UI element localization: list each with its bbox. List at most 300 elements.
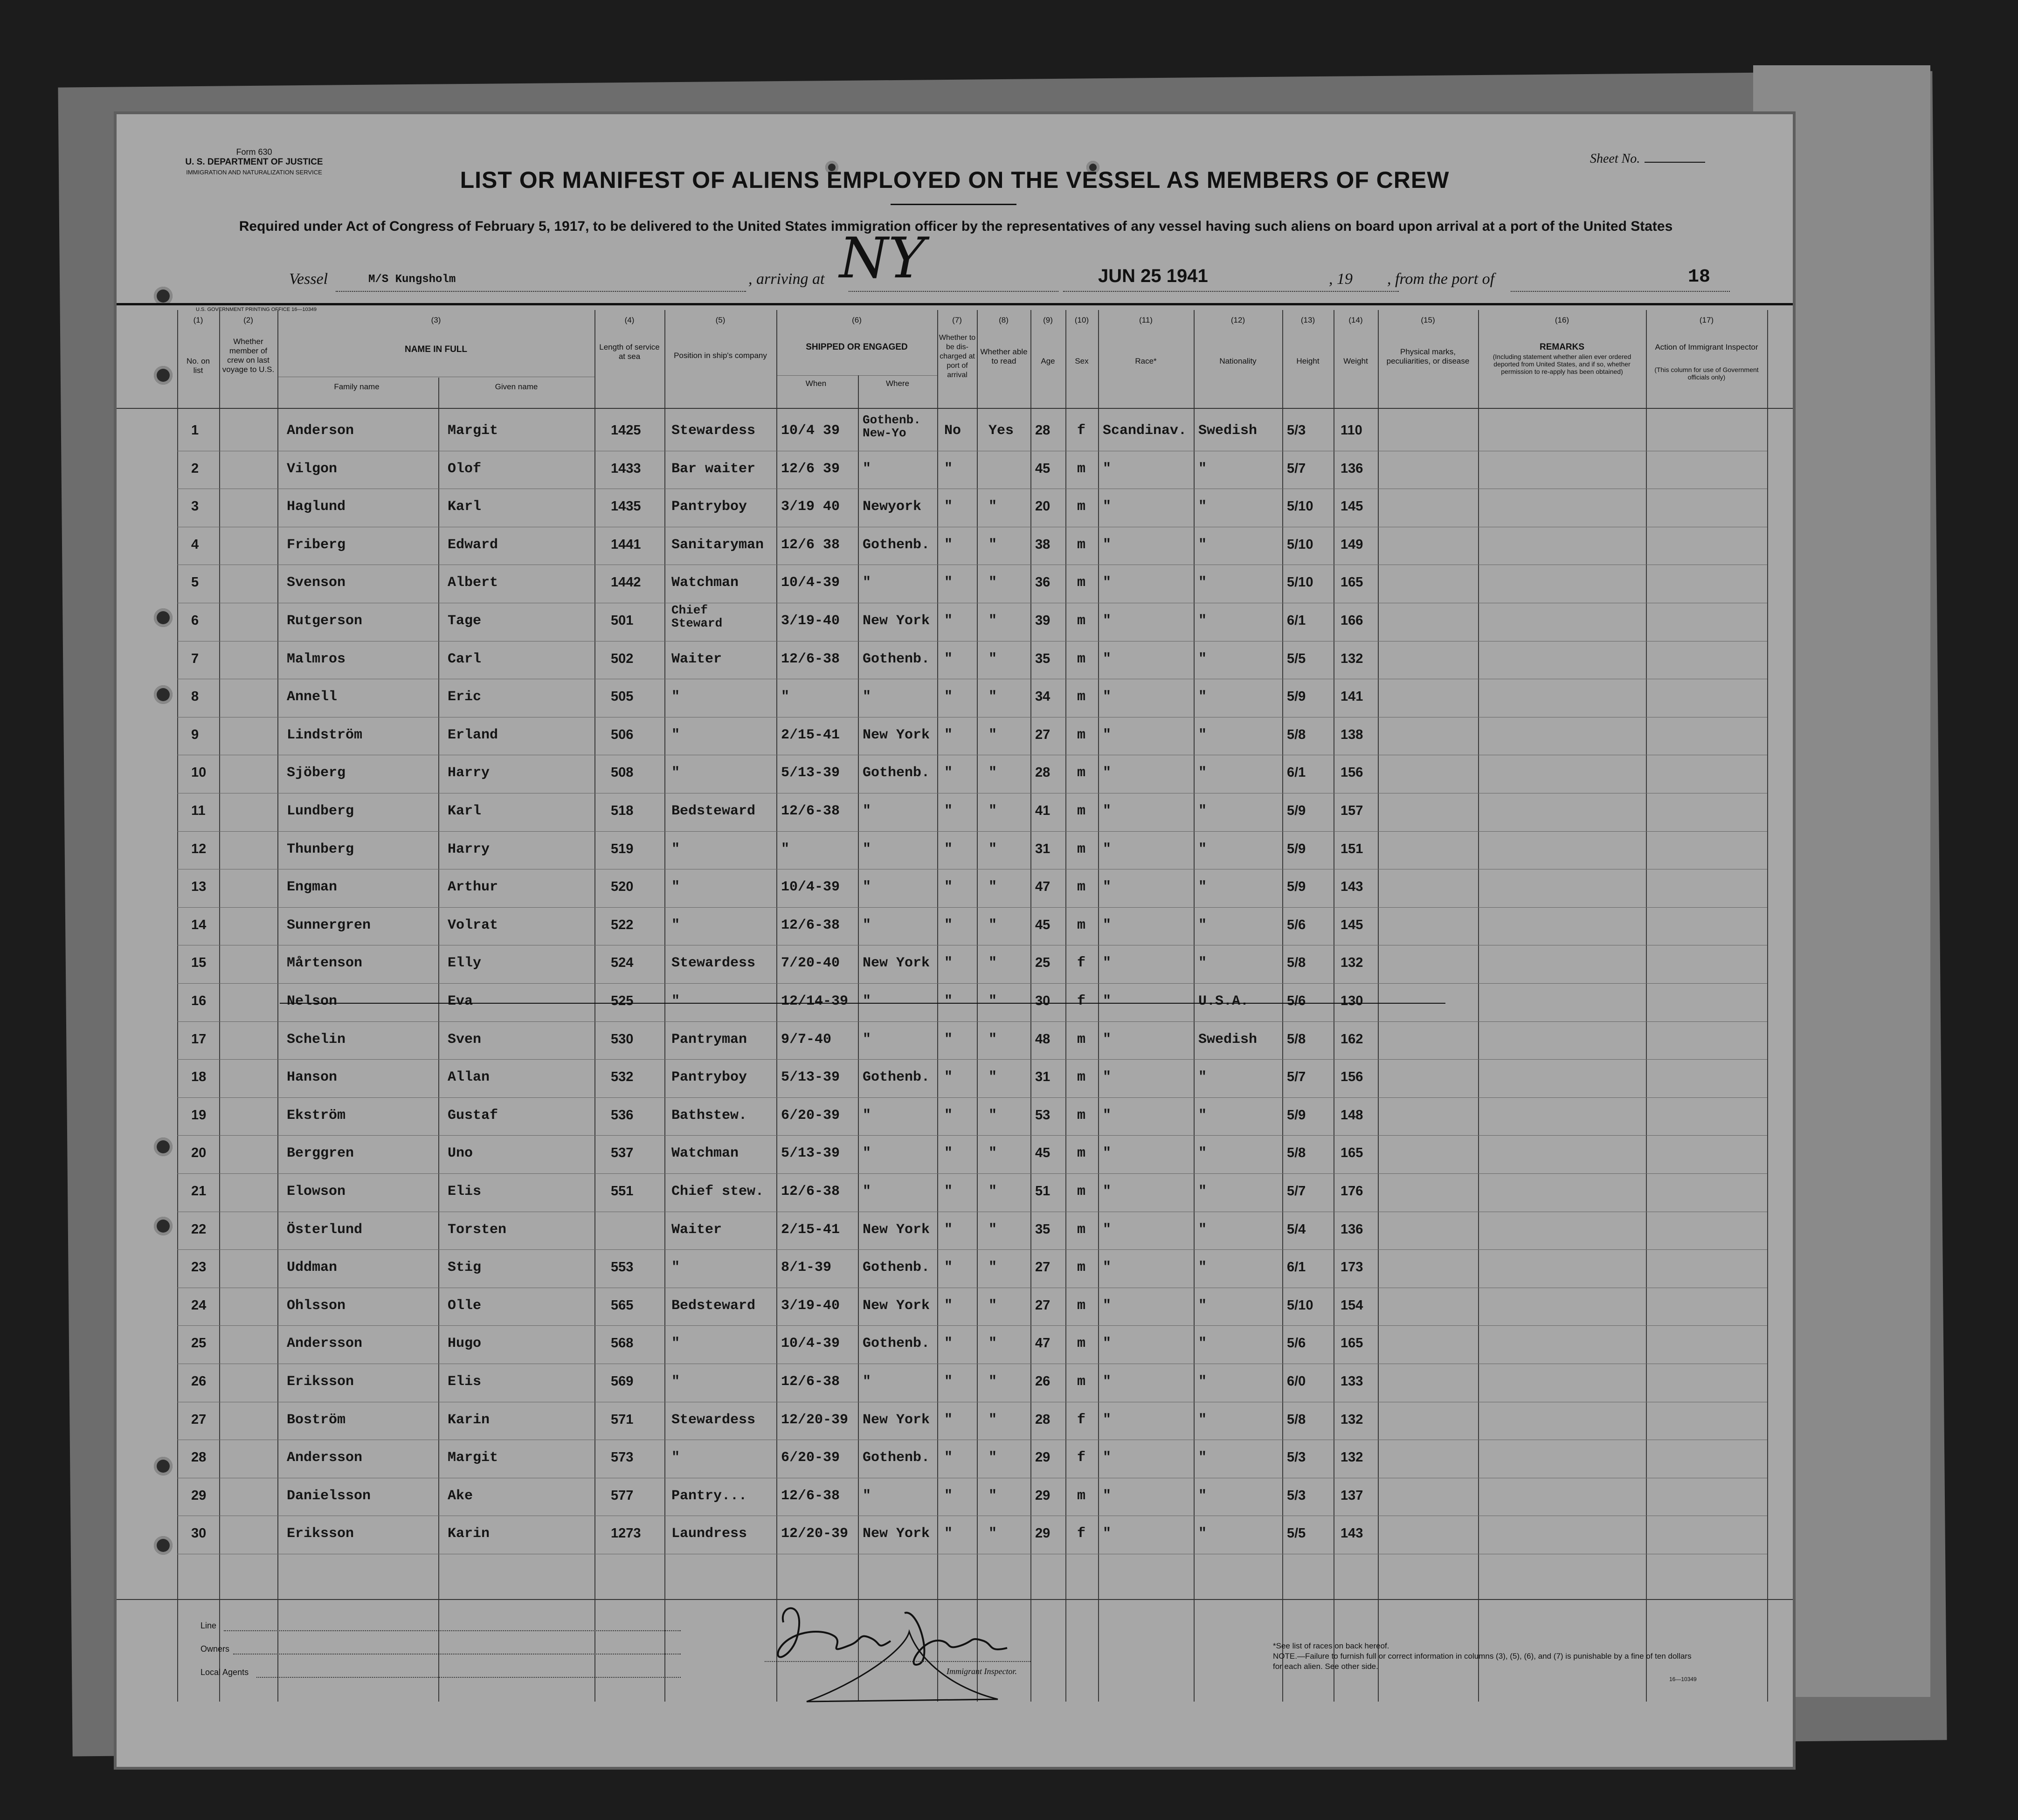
shipped-when: 3/19-40 <box>781 613 840 629</box>
shipped-when: 12/6-38 <box>781 803 840 819</box>
nationality: " <box>1198 955 1207 972</box>
shipped-when: 9/7-40 <box>781 1031 832 1048</box>
age: 47 <box>1035 879 1050 895</box>
nationality: " <box>1198 499 1207 515</box>
weight: 143 <box>1341 879 1363 895</box>
position: Watchman <box>671 575 739 591</box>
col-number-12: (12) <box>1230 316 1245 324</box>
row-number: 8 <box>191 689 199 704</box>
nationality: " <box>1198 537 1207 553</box>
sex: m <box>1077 537 1086 553</box>
able-to-read: " <box>988 1412 997 1428</box>
position: Pantryman <box>671 1031 747 1048</box>
height: 5/6 <box>1287 1336 1306 1351</box>
given-name: Tage <box>448 613 482 629</box>
header-last-voyage: Whether member of crew on last voyage to U.S. <box>222 337 275 374</box>
sex: f <box>1077 1412 1086 1428</box>
weight: 110 <box>1341 423 1362 438</box>
discharged: " <box>944 1450 953 1466</box>
able-to-read: " <box>988 689 997 705</box>
race: " <box>1103 955 1112 972</box>
sex: m <box>1077 1260 1086 1276</box>
header-sex: Sex <box>1075 357 1089 365</box>
able-to-read: " <box>988 727 997 743</box>
owners-label: Owners <box>200 1644 230 1654</box>
age: 27 <box>1035 1297 1050 1313</box>
race: " <box>1103 1069 1112 1086</box>
position: Sanitaryman <box>671 537 764 553</box>
weight: 165 <box>1341 1145 1363 1161</box>
service-name: IMMIGRATION AND NATURALIZATION SERVICE <box>186 169 322 176</box>
manifest-title: LIST OR MANIFEST OF ALIENS EMPLOYED ON THE VESSEL AS MEMBERS OF CREW <box>460 167 1450 193</box>
family-name: Eriksson <box>287 1526 354 1542</box>
service-length: 569 <box>611 1374 634 1389</box>
family-name: Andersson <box>287 1450 363 1466</box>
position: " <box>671 1260 680 1276</box>
row-number: 21 <box>191 1184 207 1199</box>
given-name: Eric <box>448 689 482 705</box>
sex: m <box>1077 879 1086 896</box>
shipped-when: 12/20-39 <box>781 1412 849 1428</box>
given-name: Allan <box>448 1069 490 1086</box>
nationality: " <box>1198 1412 1207 1428</box>
sex: m <box>1077 1145 1086 1162</box>
punch-hole <box>154 1457 173 1475</box>
header-remarks: REMARKS <box>1539 342 1585 352</box>
given-name: Karl <box>448 803 482 819</box>
able-to-read: " <box>988 1031 997 1048</box>
nationality: Swedish <box>1198 423 1258 439</box>
service-length: 536 <box>611 1107 634 1123</box>
able-to-read: " <box>988 1488 997 1504</box>
height: 5/8 <box>1287 1145 1306 1161</box>
position: Stewardess <box>671 1412 756 1428</box>
nationality: " <box>1198 1297 1207 1314</box>
position: Bathstew. <box>671 1107 747 1124</box>
height: 5/4 <box>1287 1221 1306 1237</box>
header-discharged: Whether to be dis-charged at port of arrival <box>939 334 976 379</box>
nationality: " <box>1198 1069 1207 1086</box>
given-name: Margit <box>448 423 498 439</box>
given-name: Hugo <box>448 1336 482 1352</box>
position: Bar waiter <box>671 461 756 477</box>
vessel-name: M/S Kungsholm <box>368 273 456 286</box>
nationality: " <box>1198 575 1207 591</box>
service-length: 524 <box>611 955 634 971</box>
shipped-when: 5/13-39 <box>781 765 840 781</box>
service-length: 537 <box>611 1145 634 1161</box>
header-inspector-note: (This column for use of Government officials only) <box>1654 366 1759 381</box>
row-number: 11 <box>191 803 206 818</box>
age: 27 <box>1035 1260 1050 1275</box>
form-code: 16—10349 <box>1669 1676 1697 1682</box>
family-name: Boström <box>287 1412 346 1428</box>
discharged: " <box>944 1374 953 1390</box>
sex: m <box>1077 841 1086 857</box>
family-name: Haglund <box>287 499 346 515</box>
punch-hole <box>154 1138 173 1156</box>
height: 5/3 <box>1287 1450 1306 1465</box>
discharged: " <box>944 537 953 553</box>
race: " <box>1103 1031 1112 1048</box>
shipped-where: Newyork <box>863 499 922 515</box>
col-number-2: (2) <box>243 316 253 324</box>
given-name: Elis <box>448 1374 482 1390</box>
weight: 166 <box>1341 613 1363 628</box>
nationality: " <box>1198 1107 1207 1124</box>
sheet-number-field <box>1590 152 1705 166</box>
weight: 132 <box>1341 1412 1363 1427</box>
weight: 176 <box>1341 1184 1363 1199</box>
family-name: Elowson <box>287 1184 346 1200</box>
discharged: No <box>944 423 961 439</box>
height: 5/7 <box>1287 1184 1306 1199</box>
shipped-when: 5/13-39 <box>781 1069 840 1086</box>
shipped-when: 7/20-40 <box>781 955 840 972</box>
row-number: 26 <box>191 1374 207 1389</box>
family-name: Nelson <box>287 993 338 1009</box>
race: " <box>1103 651 1112 667</box>
row-number: 19 <box>191 1107 207 1123</box>
race: " <box>1103 1145 1112 1162</box>
service-length: 1273 <box>611 1526 641 1541</box>
age: 45 <box>1035 1145 1050 1161</box>
age: 51 <box>1035 1184 1050 1199</box>
position: Watchman <box>671 1145 739 1162</box>
shipped-when: 12/6-38 <box>781 651 840 667</box>
weight: 138 <box>1341 727 1363 742</box>
col-number-13: (13) <box>1300 316 1315 324</box>
col-number-5: (5) <box>715 316 726 324</box>
col-number-4: (4) <box>624 316 635 324</box>
weight: 132 <box>1341 955 1363 971</box>
shipped-where: Gothenb. <box>863 537 930 553</box>
shipped-when: " <box>781 689 790 705</box>
col-number-6: (6) <box>852 316 862 324</box>
able-to-read: " <box>988 1297 997 1314</box>
height: 5/6 <box>1287 917 1306 932</box>
sex: f <box>1077 423 1086 439</box>
sex: m <box>1077 461 1086 477</box>
service-length: 553 <box>611 1260 634 1275</box>
given-name: Edward <box>448 537 498 553</box>
able-to-read: " <box>988 955 997 972</box>
manifest-subtitle: Required under Act of Congress of February 5, 1917, to be delivered to the United States immigration officer by the representatives of any vessel having such aliens on board upon arrival at a port of the United States <box>239 219 1673 234</box>
able-to-read: " <box>988 1526 997 1542</box>
nationality: " <box>1198 689 1207 705</box>
position: " <box>671 917 680 933</box>
weight: 162 <box>1341 1031 1363 1047</box>
header-age: Age <box>1041 357 1055 365</box>
race: " <box>1103 1107 1112 1124</box>
footer-notes <box>1273 1641 1879 1672</box>
sex: m <box>1077 803 1086 819</box>
race: " <box>1103 879 1112 896</box>
row-number: 6 <box>191 613 199 628</box>
race: " <box>1103 1260 1112 1276</box>
race: " <box>1103 689 1112 705</box>
weight: 173 <box>1341 1260 1363 1275</box>
discharged: " <box>944 955 953 972</box>
family-name: Malmros <box>287 651 346 667</box>
given-name: Volrat <box>448 917 498 933</box>
age: 29 <box>1035 1526 1050 1541</box>
local-agents-label: Local Agents <box>200 1668 249 1677</box>
able-to-read: " <box>988 1069 997 1086</box>
age: 27 <box>1035 727 1050 742</box>
shipped-when: 10/4-39 <box>781 575 840 591</box>
row-number: 12 <box>191 841 207 856</box>
age: 30 <box>1035 993 1050 1008</box>
shipped-when: 10/4-39 <box>781 1336 840 1352</box>
height: 5/9 <box>1287 841 1306 856</box>
position: Waiter <box>671 651 722 667</box>
shipped-where: " <box>863 1374 871 1390</box>
page-number: 18 <box>1688 267 1711 288</box>
shipped-where: New York <box>863 1297 930 1314</box>
header-given-name: Given name <box>495 382 538 391</box>
shipped-when: 12/6 39 <box>781 461 840 477</box>
col-number-10: (10) <box>1074 316 1089 324</box>
race: " <box>1103 1336 1112 1352</box>
discharged: " <box>944 841 953 857</box>
position: Pantry... <box>671 1488 747 1504</box>
able-to-read: " <box>988 613 997 629</box>
header-physical-marks: Physical marks, peculiarities, or disease <box>1386 347 1470 365</box>
discharged: " <box>944 1221 953 1238</box>
shipped-when: 12/6 38 <box>781 537 840 553</box>
given-name: Karl <box>448 499 482 515</box>
sex: m <box>1077 499 1086 515</box>
punch-hole <box>154 685 173 704</box>
able-to-read: " <box>988 879 997 896</box>
weight: 133 <box>1341 1374 1363 1389</box>
weight: 141 <box>1341 689 1363 704</box>
service-length: 1433 <box>611 461 641 476</box>
able-to-read: " <box>988 841 997 857</box>
race: " <box>1103 575 1112 591</box>
shipped-when: 5/13-39 <box>781 1145 840 1162</box>
age: 20 <box>1035 499 1050 514</box>
sex: m <box>1077 727 1086 743</box>
col-number-15: (15) <box>1421 316 1435 324</box>
penalty-note: NOTE.—Failure to furnish full or correct information in columns (3), (5), (6), and (7) is punishable by a fine of ten dollars for each alien. See other side. <box>1273 1652 1692 1671</box>
sex: m <box>1077 1107 1086 1124</box>
race: " <box>1103 499 1112 515</box>
shipped-when: 3/19-40 <box>781 1297 840 1314</box>
shipped-where: Gothenb. <box>863 765 930 781</box>
age: 48 <box>1035 1031 1050 1047</box>
height: 5/9 <box>1287 689 1306 704</box>
discharged: " <box>944 1412 953 1428</box>
discharged: " <box>944 1145 953 1162</box>
row-number: 22 <box>191 1221 207 1237</box>
row-number: 16 <box>191 993 207 1008</box>
position: " <box>671 689 680 705</box>
given-name: Carl <box>448 651 482 667</box>
service-length: 506 <box>611 727 634 742</box>
header-rule <box>117 303 1793 305</box>
sex: m <box>1077 689 1086 705</box>
col-number-9: (9) <box>1043 316 1053 324</box>
service-length: 565 <box>611 1297 634 1313</box>
row-number: 29 <box>191 1488 207 1503</box>
weight: 148 <box>1341 1107 1363 1123</box>
service-length: 1442 <box>611 575 641 590</box>
family-name: Danielsson <box>287 1488 371 1504</box>
shipped-where: " <box>863 575 871 591</box>
punch-hole <box>154 1217 173 1235</box>
shipped-where: " <box>863 1107 871 1124</box>
family-name: Berggren <box>287 1145 354 1162</box>
given-name: Eva <box>448 993 473 1009</box>
nationality: " <box>1198 613 1207 629</box>
position: " <box>671 993 680 1009</box>
row-number: 20 <box>191 1145 207 1161</box>
family-name: Vilgon <box>287 461 338 477</box>
sex: m <box>1077 1297 1086 1314</box>
given-name: Arthur <box>448 879 498 896</box>
shipped-when: 12/6-38 <box>781 1184 840 1200</box>
nationality: " <box>1198 803 1207 819</box>
race: " <box>1103 1412 1112 1428</box>
sex: m <box>1077 1336 1086 1352</box>
service-length: 577 <box>611 1488 634 1503</box>
shipped-when: 10/4-39 <box>781 879 840 896</box>
shipped-where: New York <box>863 955 930 972</box>
header-no-on-list: No. on list <box>186 357 210 375</box>
race: " <box>1103 1221 1112 1238</box>
race-note: *See list of races on back hereof. <box>1273 1641 1389 1650</box>
punch-hole <box>154 608 173 627</box>
height: 5/10 <box>1287 537 1313 552</box>
race: " <box>1103 765 1112 781</box>
shipped-where: " <box>863 993 871 1009</box>
age: 28 <box>1035 765 1050 780</box>
col-number-7: (7) <box>952 316 962 324</box>
family-name: Rutgerson <box>287 613 363 629</box>
family-name: Andersson <box>287 1336 363 1352</box>
header-position: Position in ship's company <box>674 351 767 360</box>
given-name: Olof <box>448 461 482 477</box>
weight: 132 <box>1341 1450 1363 1465</box>
shipped-where: New York <box>863 1526 930 1542</box>
shipped-where: Gothenb. <box>863 1260 930 1276</box>
family-name: Mårtenson <box>287 955 363 972</box>
weight: 154 <box>1341 1297 1363 1313</box>
service-length: 1425 <box>611 423 641 438</box>
weight: 136 <box>1341 461 1363 476</box>
service-length: 518 <box>611 803 634 818</box>
col-number-16: (16) <box>1555 316 1569 324</box>
discharged: " <box>944 917 953 933</box>
sex: m <box>1077 1221 1086 1238</box>
service-length: 502 <box>611 651 634 666</box>
department-name: U. S. DEPARTMENT OF JUSTICE <box>185 157 323 167</box>
able-to-read: " <box>988 1221 997 1238</box>
shipped-where: New York <box>863 1412 930 1428</box>
sex: m <box>1077 651 1086 667</box>
row-number: 5 <box>191 575 199 590</box>
service-length: 522 <box>611 917 634 932</box>
position: Stewardess <box>671 955 756 972</box>
family-name: Österlund <box>287 1221 363 1238</box>
row-number: 23 <box>191 1260 207 1275</box>
given-name: Karin <box>448 1526 490 1542</box>
age: 25 <box>1035 955 1050 971</box>
discharged: " <box>944 1297 953 1314</box>
age: 41 <box>1035 803 1050 818</box>
shipped-when: 12/6-38 <box>781 1488 840 1504</box>
nationality: " <box>1198 841 1207 857</box>
row-number: 27 <box>191 1412 207 1427</box>
shipped-when: 12/6-38 <box>781 917 840 933</box>
sex: m <box>1077 765 1086 781</box>
header-shipped-where: Where <box>885 379 910 388</box>
discharged: " <box>944 651 953 667</box>
nationality: " <box>1198 651 1207 667</box>
position: Bedsteward <box>671 1297 756 1314</box>
age: 45 <box>1035 917 1050 932</box>
discharged: " <box>944 727 953 743</box>
row-number: 10 <box>191 765 207 780</box>
service-length: 532 <box>611 1069 634 1085</box>
shipped-where: " <box>863 689 871 705</box>
row-number: 30 <box>191 1526 207 1541</box>
age: 29 <box>1035 1488 1050 1503</box>
row-number: 7 <box>191 651 199 666</box>
nationality: " <box>1198 1221 1207 1238</box>
position: " <box>671 1450 680 1466</box>
shipped-where: " <box>863 917 871 933</box>
weight: 132 <box>1341 651 1363 666</box>
weight: 156 <box>1341 1069 1363 1085</box>
service-length: 568 <box>611 1336 634 1351</box>
inspector-label: Immigrant Inspector. <box>947 1667 1017 1676</box>
given-name: Stig <box>448 1260 482 1276</box>
given-name: Sven <box>448 1031 482 1048</box>
discharged: " <box>944 461 953 477</box>
family-name: Eriksson <box>287 1374 354 1390</box>
race: " <box>1103 1526 1112 1542</box>
weight: 143 <box>1341 1526 1363 1541</box>
row-number: 4 <box>191 537 199 552</box>
height: 5/9 <box>1287 879 1306 895</box>
service-length: 551 <box>611 1184 634 1199</box>
row-number: 14 <box>191 917 207 932</box>
discharged: " <box>944 1031 953 1048</box>
strike-through-line <box>280 1003 1445 1004</box>
arriving-label: , arriving at <box>748 270 825 288</box>
position: Chief stew. <box>671 1184 764 1200</box>
given-name: Gustaf <box>448 1107 498 1124</box>
header-remarks-note: (Including statement whether alien ever ordered deported from United States, and if so, whether permission to re-apply has been obtained) <box>1493 353 1631 375</box>
family-name: Lindström <box>287 727 363 743</box>
discharged: " <box>944 1069 953 1086</box>
race: " <box>1103 993 1112 1009</box>
arriving-port: NY <box>839 226 926 291</box>
manifest-sheet <box>117 114 1793 1767</box>
able-to-read: " <box>988 1107 997 1124</box>
shipped-when: 3/19 40 <box>781 499 840 515</box>
position: " <box>671 879 680 896</box>
nationality: " <box>1198 727 1207 743</box>
position: Pantryboy <box>671 499 747 515</box>
race: " <box>1103 461 1112 477</box>
weight: 137 <box>1341 1488 1363 1503</box>
family-name: Sunnergren <box>287 917 371 933</box>
height: 5/10 <box>1287 1297 1313 1313</box>
